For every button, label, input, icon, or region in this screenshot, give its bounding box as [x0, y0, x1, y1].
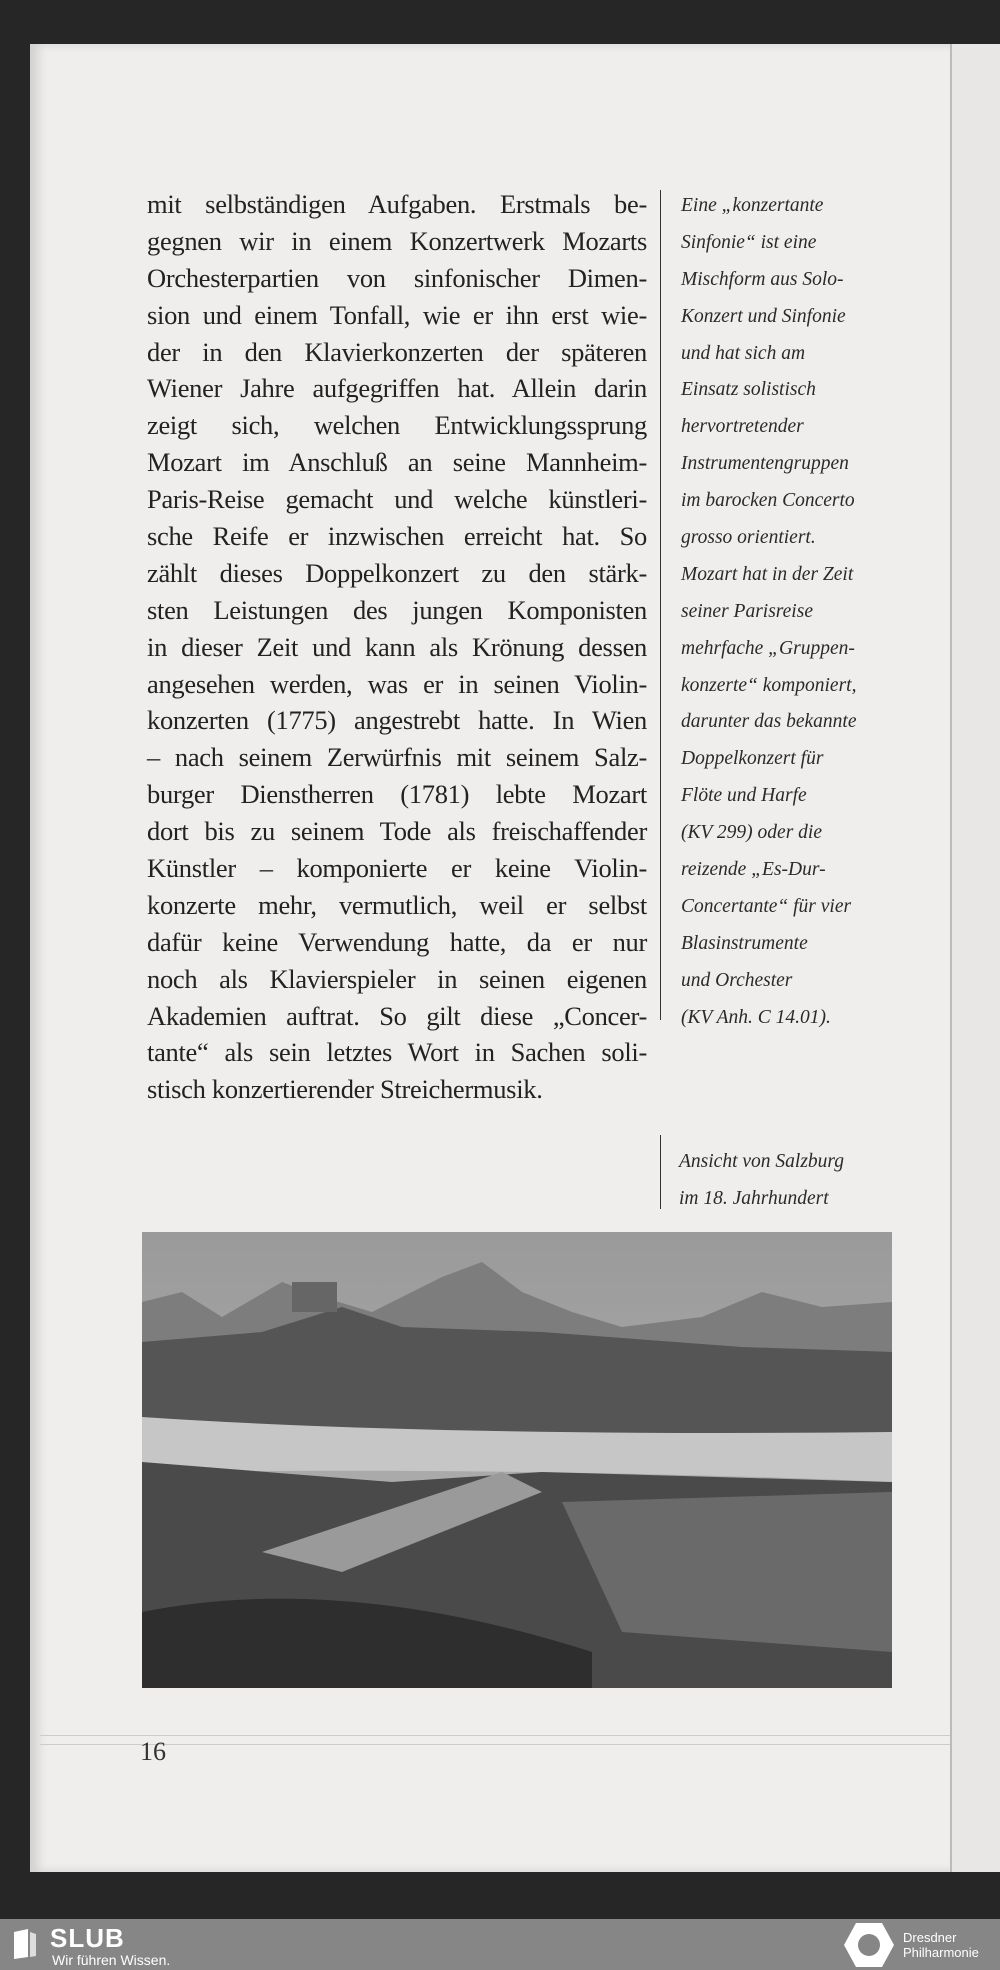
salzburg-engraving-image — [142, 1232, 892, 1688]
slub-tagline: Wir führen Wissen. — [52, 1952, 171, 1968]
text-line: konzerte mehr, vermutlich, weil er selbst — [147, 889, 647, 920]
partner-name-line: Dresdner — [903, 1930, 957, 1945]
text-line: Mozart im Anschluß an seine Mannheim- — [147, 447, 647, 478]
partner-name-line: Philharmonie — [903, 1945, 979, 1960]
sidebar-line: reizende „Es-Dur- — [681, 859, 826, 881]
sidebar-line: und Orchester — [681, 969, 793, 991]
text-line: burger Dienstherren (1781) lebte Mozart — [147, 779, 647, 810]
text-line: angesehen werden, was er in seinen Violin- — [147, 668, 647, 699]
text-line: sion und einem Tonfall, wie er ihn erst wie- — [147, 299, 647, 330]
sidebar-line: Concertante“ für vier — [681, 895, 852, 917]
sidebar-line: Eine „konzertante — [681, 195, 824, 216]
text-line: in dieser Zeit und kann als Krönung dessen — [147, 631, 647, 662]
slub-book-icon — [12, 1928, 38, 1960]
next-page-edge — [950, 44, 1000, 1872]
sidebar-note — [681, 188, 856, 1036]
caption-rule — [660, 1135, 661, 1209]
text-line: dort bis zu seinem Tode als freischaffender — [147, 816, 647, 847]
philharmonie-logo-text — [903, 1930, 979, 1960]
image-caption — [679, 1143, 844, 1217]
sidebar-rule — [660, 190, 661, 1020]
sidebar-line: Instrumentengruppen — [681, 453, 849, 475]
sidebar-line: Mozart hat in der Zeit — [681, 563, 854, 585]
sidebar-line: und hat sich am — [681, 342, 806, 364]
page-footer-rule — [40, 1735, 950, 1745]
sidebar-line: Sinfonie“ ist eine — [681, 231, 817, 253]
text-line: stisch konzertierender Streichermusik. — [147, 1074, 543, 1105]
sidebar-line: Flöte und Harfe — [681, 785, 807, 807]
caption-line: Ansicht von Salzburg — [679, 1151, 845, 1172]
text-line: mit selbständigen Aufgaben. Erstmals be- — [147, 189, 647, 219]
text-line: Wiener Jahre aufgegriffen hat. Allein darin — [147, 373, 647, 404]
text-line: noch als Klavierspieler in seinen eigenen — [147, 963, 647, 994]
page-number: 16 — [140, 1737, 166, 1766]
text-line: zeigt sich, welchen Entwicklungssprung — [147, 410, 647, 441]
sidebar-line: mehrfache „Gruppen- — [681, 637, 855, 659]
sidebar-line: Mischform aus Solo- — [681, 268, 844, 290]
sidebar-line: hervortretender — [681, 416, 804, 438]
sidebar-line: Doppelkonzert für — [681, 748, 824, 770]
text-line: – nach seinem Zerwürfnis mit seinem Salz- — [147, 742, 647, 773]
text-line: Künstler – komponierte er keine Violin- — [147, 853, 647, 884]
sidebar-line: im barocken Concerto — [681, 490, 855, 512]
text-line: sche Reife er inzwischen erreicht hat. So — [147, 521, 647, 552]
text-line: Akademien auftrat. So gilt diese „Concer- — [147, 1000, 647, 1031]
text-line: gegnen wir in einem Konzertwerk Mozarts — [147, 225, 647, 256]
text-line: konzerten (1775) angestrebt hatte. In Wien — [147, 705, 647, 736]
text-line: tante“ als sein letztes Wort in Sachen soli- — [147, 1037, 647, 1068]
text-line: sten Leistungen des jungen Komponisten — [147, 594, 647, 625]
sidebar-line: konzerte“ komponiert, — [681, 674, 857, 696]
sidebar-line: seiner Parisreise — [681, 600, 813, 622]
philharmonie-logo-icon[interactable] — [842, 1921, 896, 1969]
sidebar-line: (KV 299) oder die — [681, 822, 822, 844]
sidebar-line: darunter das bekannte — [681, 711, 857, 733]
sidebar-line: grosso orientiert. — [681, 527, 816, 549]
main-text-column — [147, 186, 647, 1108]
sidebar-line: (KV Anh. C 14.01). — [681, 1006, 831, 1028]
text-line: zählt dieses Doppelkonzert zu den stärk- — [147, 557, 647, 588]
sidebar-line: Konzert und Sinfonie — [681, 305, 846, 327]
viewer-footer-bar — [0, 1919, 1000, 1970]
text-line: Orchesterpartien von sinfonischer Dimen- — [147, 262, 647, 293]
caption-line: im 18. Jahrhundert — [679, 1188, 829, 1209]
slub-logo-text[interactable]: SLUB — [50, 1923, 125, 1953]
text-line: der in den Klavierkonzerten der späteren — [147, 336, 647, 367]
sidebar-line: Einsatz solistisch — [681, 379, 816, 401]
sidebar-line: Blasinstrumente — [681, 932, 808, 954]
text-line: Paris-Reise gemacht und welche künstleri- — [147, 484, 647, 515]
text-line: dafür keine Verwendung hatte, da er nur — [147, 926, 647, 957]
